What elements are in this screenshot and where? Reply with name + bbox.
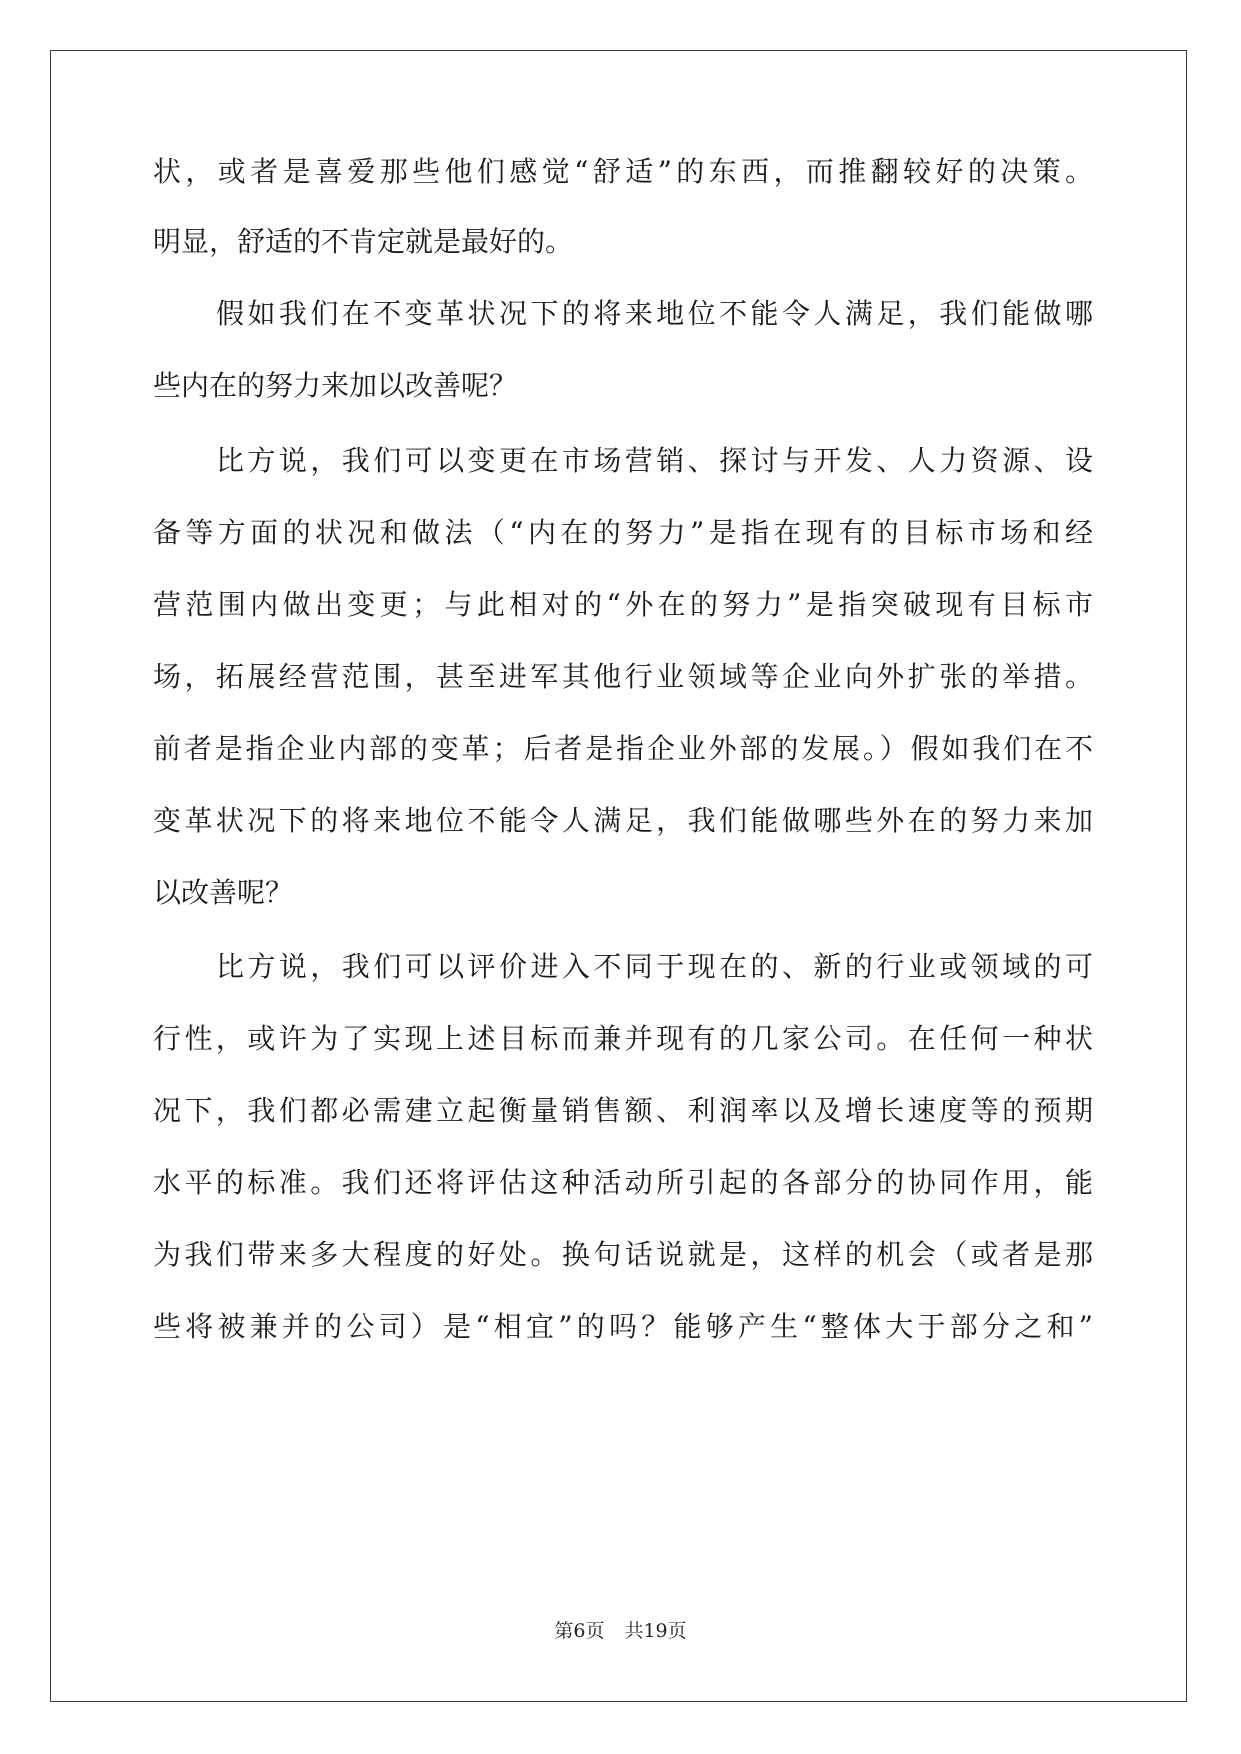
text-line-5: 比方说，我们可以变更在市场营销、探讨与开发、人力资源、设 xyxy=(216,444,1093,477)
text-line-6: 备等方面的状况和做法（“内在的努力”是指在现有的目标市场和经 xyxy=(153,516,1093,549)
page-number: 第6页 xyxy=(554,1620,605,1642)
text-line-8: 场，拓展经营范围，甚至进军其他行业领域等企业向外扩张的举措。 xyxy=(153,660,1093,693)
text-line-16: 为我们带来多大程度的好处。换句话说就是，这样的机会（或者是那 xyxy=(153,1238,1093,1271)
text-line-1: 状，或者是喜爱那些他们感觉“舒适”的东西，而推翻较好的决策。 xyxy=(153,155,1093,188)
text-line-9: 前者是指企业内部的变革；后者是指企业外部的发展。）假如我们在不 xyxy=(153,732,1093,765)
text-line-14: 况下，我们都必需建立起衡量销售额、利润率以及增长速度等的预期 xyxy=(153,1094,1093,1127)
text-line-3: 假如我们在不变革状况下的将来地位不能令人满足，我们能做哪 xyxy=(216,297,1093,330)
text-line-10: 变革状况下的将来地位不能令人满足，我们能做哪些外在的努力来加 xyxy=(153,804,1093,837)
text-line-11: 以改善呢？ xyxy=(153,876,294,909)
page-footer xyxy=(0,1616,1241,1646)
text-line-17: 些将被兼并的公司）是“相宜”的吗？能够产生“整体大于部分之和” xyxy=(153,1310,1093,1343)
text-line-15: 水平的标准。我们还将评估这种活动所引起的各部分的协同作用，能 xyxy=(153,1166,1093,1199)
text-line-4: 些内在的努力来加以改善呢？ xyxy=(153,369,518,402)
text-line-7: 营范围内做出变更；与此相对的“外在的努力”是指突破现有目标市 xyxy=(153,588,1093,621)
text-line-2: 明显，舒适的不肯定就是最好的。 xyxy=(153,225,574,258)
page-total: 共19页 xyxy=(624,1620,687,1642)
text-line-12: 比方说，我们可以评价进入不同于现在的、新的行业或领域的可 xyxy=(216,950,1093,983)
text-line-13: 行性，或许为了实现上述目标而兼并现有的几家公司。在任何一种状 xyxy=(153,1022,1093,1055)
